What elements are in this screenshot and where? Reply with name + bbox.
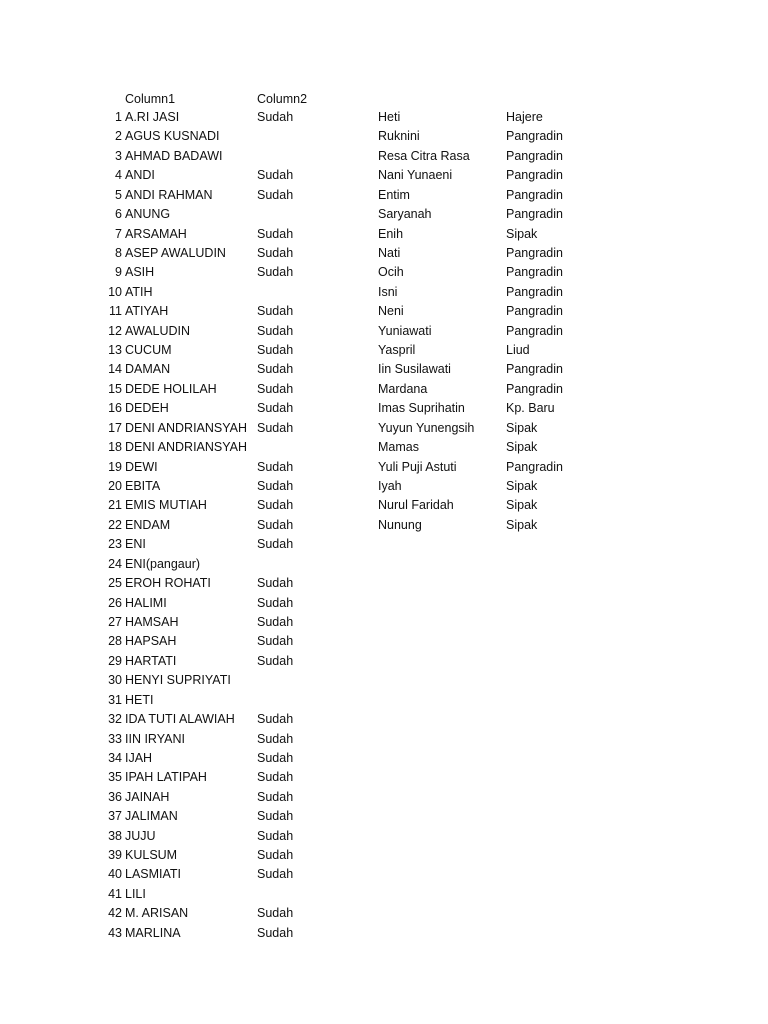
side-name: Isni xyxy=(378,284,398,299)
row-name: HALIMI xyxy=(125,595,167,610)
row-number: 28 xyxy=(108,634,122,649)
row-number: 13 xyxy=(108,343,122,358)
row-status: Sudah xyxy=(257,576,294,591)
row-status: Sudah xyxy=(257,653,294,668)
row-name: IDA TUTI ALAWIAH xyxy=(125,712,235,727)
row-number: 37 xyxy=(108,809,122,824)
side-place: Pangradin xyxy=(506,129,563,144)
column2-header: Column2 xyxy=(257,92,308,106)
row-name: ATIH xyxy=(125,284,153,299)
side-place: Sipak xyxy=(506,440,538,455)
side-place: Kp. Baru xyxy=(506,401,555,416)
side-place: Pangradin xyxy=(506,304,563,319)
row-number: 42 xyxy=(108,906,122,921)
column1-header: Column1 xyxy=(125,92,176,106)
row-number: 1 xyxy=(115,110,122,124)
side-name: Iin Susilawati xyxy=(378,362,451,377)
side-place: Pangradin xyxy=(506,381,563,396)
row-status: Sudah xyxy=(257,595,294,610)
row-number: 12 xyxy=(108,323,122,338)
row-number: 36 xyxy=(108,789,122,804)
side-place: Pangradin xyxy=(506,207,563,222)
row-number: 41 xyxy=(108,886,122,901)
row-status: Sudah xyxy=(257,420,294,435)
row-name: HAMSAH xyxy=(125,614,179,629)
side-place: Pangradin xyxy=(506,148,563,163)
row-number: 15 xyxy=(108,381,122,396)
row-status: Sudah xyxy=(257,323,294,338)
side-name: Entim xyxy=(378,187,410,202)
row-status: Sudah xyxy=(257,245,294,260)
row-number: 20 xyxy=(108,479,122,494)
row-number: 29 xyxy=(108,653,122,668)
row-name: ANDI RAHMAN xyxy=(125,187,213,202)
row-status: Sudah xyxy=(257,517,294,532)
row-status: Sudah xyxy=(257,479,294,494)
row-number: 23 xyxy=(108,537,122,552)
side-place: Sipak xyxy=(506,498,538,513)
row-name: JALIMAN xyxy=(125,809,178,824)
side-place: Pangradin xyxy=(506,265,563,280)
row-number: 8 xyxy=(115,245,122,260)
row-number: 25 xyxy=(108,576,122,591)
row-name: AWALUDIN xyxy=(125,323,191,338)
row-name: ARSAMAH xyxy=(125,226,187,241)
row-status: Sudah xyxy=(257,731,294,746)
row-status: Sudah xyxy=(257,362,294,377)
side-name: Nani Yunaeni xyxy=(378,168,453,183)
row-number: 26 xyxy=(108,595,122,610)
side-name: Ocih xyxy=(378,265,404,280)
row-name: EMIS MUTIAH xyxy=(125,498,207,513)
row-number: 33 xyxy=(108,731,122,746)
row-name: ENI(pangaur) xyxy=(125,556,201,571)
side-place: Pangradin xyxy=(506,459,563,474)
row-status: Sudah xyxy=(257,770,294,785)
row-number: 2 xyxy=(115,129,122,144)
row-status: Sudah xyxy=(257,381,294,396)
row-number: 9 xyxy=(115,265,122,280)
row-status: Sudah xyxy=(257,168,294,183)
side-place: Sipak xyxy=(506,420,538,435)
row-name: DEDE HOLILAH xyxy=(125,381,217,396)
side-place: Sipak xyxy=(506,517,538,532)
side-place: Pangradin xyxy=(506,362,563,377)
row-number: 21 xyxy=(108,498,122,513)
row-status: Sudah xyxy=(257,226,294,241)
row-number: 43 xyxy=(108,925,122,940)
row-name: ASEP AWALUDIN xyxy=(125,245,226,260)
row-status: Sudah xyxy=(257,712,294,727)
side-name: Yuniawati xyxy=(378,323,432,338)
row-status: Sudah xyxy=(257,789,294,804)
row-name: ASIH xyxy=(125,265,155,280)
row-number: 16 xyxy=(108,401,122,416)
row-name: IJAH xyxy=(125,750,153,765)
row-number: 5 xyxy=(115,187,122,202)
row-number: 19 xyxy=(108,459,122,474)
row-name: KULSUM xyxy=(125,848,178,863)
row-status: Sudah xyxy=(257,401,294,416)
row-number: 6 xyxy=(115,207,122,222)
row-number: 32 xyxy=(108,712,122,727)
row-name: A.RI JASI xyxy=(125,110,180,124)
row-name: JUJU xyxy=(125,828,156,843)
side-name: Nurul Faridah xyxy=(378,498,454,513)
row-status: Sudah xyxy=(257,110,294,124)
row-name: IIN IRYANI xyxy=(125,731,185,746)
row-name: M. ARISAN xyxy=(125,906,189,921)
row-number: 34 xyxy=(108,750,122,765)
row-status: Sudah xyxy=(257,809,294,824)
side-name: Nati xyxy=(378,245,401,260)
row-status: Sudah xyxy=(257,634,294,649)
side-name: Yaspril xyxy=(378,343,416,358)
row-status: Sudah xyxy=(257,459,294,474)
side-name: Heti xyxy=(378,110,401,124)
row-number: 39 xyxy=(108,848,122,863)
side-name: Resa Citra Rasa xyxy=(378,148,470,163)
row-name: HENYI SUPRIYATI xyxy=(125,673,231,688)
row-status: Sudah xyxy=(257,614,294,629)
row-name: DENI ANDRIANSYAH xyxy=(125,420,248,435)
side-place: Hajere xyxy=(506,110,543,124)
row-name: ANUNG xyxy=(125,207,171,222)
side-place: Pangradin xyxy=(506,284,563,299)
row-name: ENDAM xyxy=(125,517,171,532)
row-name: DEDEH xyxy=(125,401,169,416)
side-place: Pangradin xyxy=(506,323,563,338)
side-name: Imas Suprihatin xyxy=(378,401,465,416)
row-number: 18 xyxy=(108,440,122,455)
row-status: Sudah xyxy=(257,304,294,319)
side-name: Mardana xyxy=(378,381,428,396)
row-name: ATIYAH xyxy=(125,304,169,319)
side-name: Yuli Puji Astuti xyxy=(378,459,457,474)
row-status: Sudah xyxy=(257,343,294,358)
row-status: Sudah xyxy=(257,750,294,765)
side-name: Neni xyxy=(378,304,404,319)
side-name: Saryanah xyxy=(378,207,432,222)
side-name: Iyah xyxy=(378,479,402,494)
row-number: 3 xyxy=(115,148,122,163)
row-name: IPAH LATIPAH xyxy=(125,770,207,785)
row-name: ANDI xyxy=(125,168,155,183)
row-name: HARTATI xyxy=(125,653,177,668)
side-name: Yuyun Yunengsih xyxy=(378,420,475,435)
row-name: CUCUM xyxy=(125,343,172,358)
row-number: 38 xyxy=(108,828,122,843)
side-place: Sipak xyxy=(506,479,538,494)
side-place: Sipak xyxy=(506,226,538,241)
side-name: Enih xyxy=(378,226,404,241)
row-number: 40 xyxy=(108,867,122,882)
row-number: 30 xyxy=(108,673,122,688)
row-number: 14 xyxy=(108,362,122,377)
row-name: LILI xyxy=(125,886,146,901)
row-number: 24 xyxy=(108,556,122,571)
row-name: DENI ANDRIANSYAH xyxy=(125,440,248,455)
row-status: Sudah xyxy=(257,498,294,513)
row-status: Sudah xyxy=(257,906,294,921)
row-name: EBITA xyxy=(125,479,161,494)
row-number: 10 xyxy=(108,284,122,299)
row-name: MARLINA xyxy=(125,925,181,940)
row-status: Sudah xyxy=(257,828,294,843)
row-name: JAINAH xyxy=(125,789,170,804)
row-status: Sudah xyxy=(257,925,294,940)
row-name: AHMAD BADAWI xyxy=(125,148,223,163)
side-place: Pangradin xyxy=(506,168,563,183)
row-status: Sudah xyxy=(257,537,294,552)
row-status: Sudah xyxy=(257,848,294,863)
row-number: 22 xyxy=(108,517,122,532)
row-number: 35 xyxy=(108,770,122,785)
row-status: Sudah xyxy=(257,867,294,882)
side-name: Ruknini xyxy=(378,129,420,144)
row-name: DEWI xyxy=(125,459,158,474)
row-status: Sudah xyxy=(257,265,294,280)
row-status: Sudah xyxy=(257,187,294,202)
row-name: LASMIATI xyxy=(125,867,182,882)
side-place: Liud xyxy=(506,343,530,358)
row-number: 7 xyxy=(115,226,122,241)
row-name: EROH ROHATI xyxy=(125,576,211,591)
side-place: Pangradin xyxy=(506,245,563,260)
row-number: 31 xyxy=(108,692,122,707)
row-number: 11 xyxy=(109,304,122,319)
row-name: ENI xyxy=(125,537,146,552)
side-place: Pangradin xyxy=(506,187,563,202)
row-name: HAPSAH xyxy=(125,634,177,649)
side-name: Nunung xyxy=(378,517,422,532)
row-number: 4 xyxy=(115,168,122,183)
row-number: 17 xyxy=(108,420,122,435)
side-name: Mamas xyxy=(378,440,419,455)
row-number: 27 xyxy=(108,614,122,629)
row-name: HETI xyxy=(125,692,154,707)
row-name: DAMAN xyxy=(125,362,171,377)
row-name: AGUS KUSNADI xyxy=(125,129,220,144)
